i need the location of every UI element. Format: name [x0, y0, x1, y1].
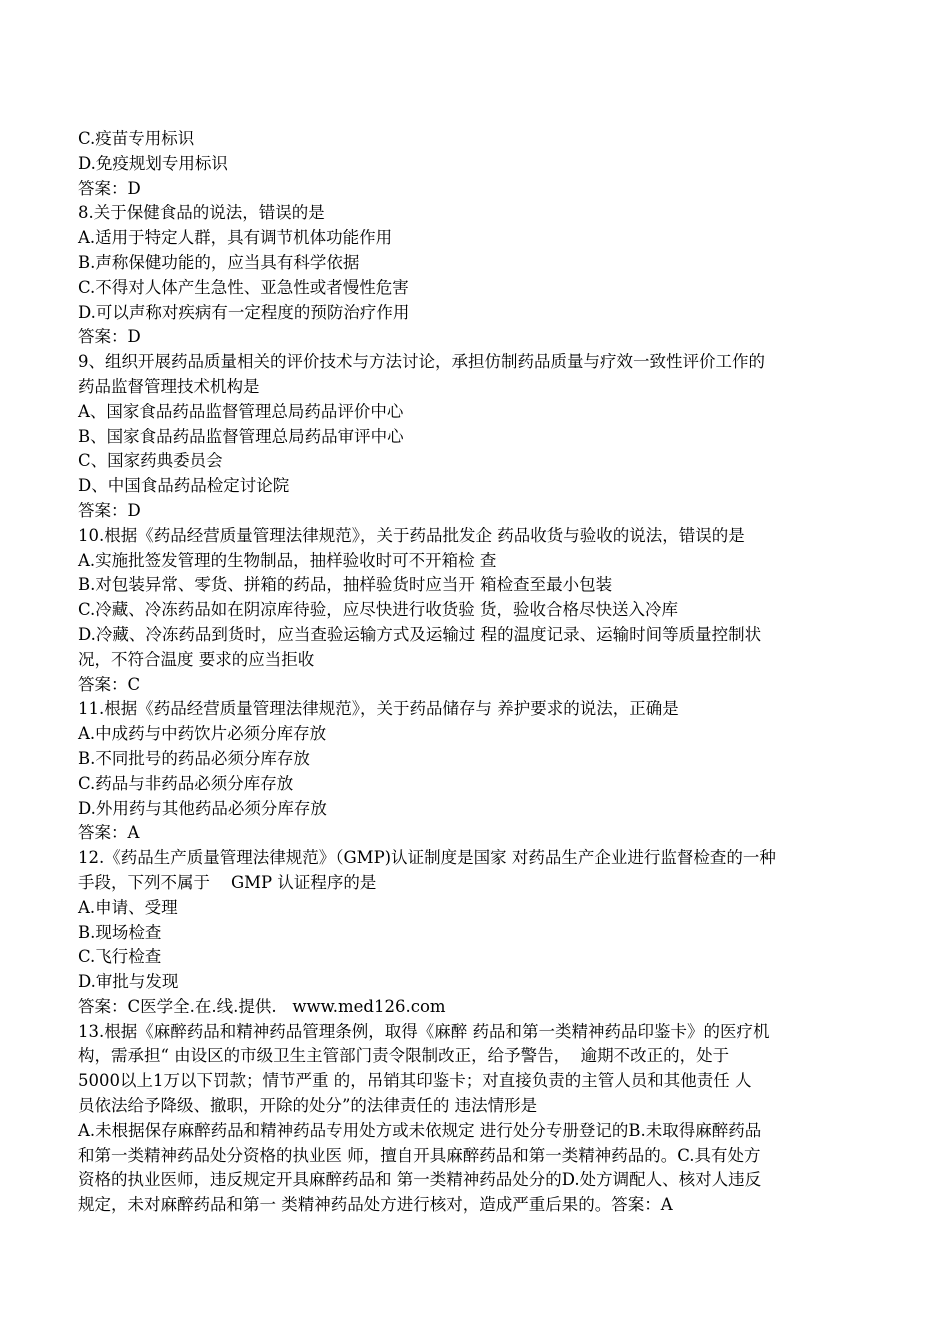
option-b-q9: B、国家食品药品监督管理总局药品审评中心: [78, 426, 404, 446]
answer-q9: 答案：D: [78, 500, 141, 520]
options-q13-line-4: 规定，未对麻醉药品和第一 类精神药品处方进行核对，造成严重后果的。答案：A: [78, 1195, 673, 1215]
document-page: [78, 127, 884, 1218]
question-12-line-1: 12.《药品生产质量管理法律规范》（GMP)认证制度是国家 对药品生产企业进行监督检查的一种: [78, 848, 776, 868]
option-d-q10-line-1: D.冷藏、冷冻药品到货时，应当查验运输方式及运输过 程的温度记录、运输时间等质量控制状: [78, 624, 762, 644]
answer-q7: 答案：D: [78, 178, 141, 198]
option-a-q11: A.中成药与中药饮片必须分库存放: [78, 724, 327, 744]
option-b-q12: B.现场检查: [78, 922, 162, 942]
question-8: 8.关于保健食品的说法，错误的是: [78, 203, 325, 223]
answer-q8: 答案：D: [78, 327, 141, 347]
answer-q10: 答案：C: [78, 674, 141, 694]
option-c-q10: C.冷藏、冷冻药品如在阴凉库待验，应尽快进行收货验 货，验收合格尽快送入冷库: [78, 600, 679, 620]
option-d-q7: D.免疫规划专用标识: [78, 153, 228, 173]
option-c-q8: C.不得对人体产生急性、亚急性或者慢性危害: [78, 277, 409, 297]
options-q13-line-2: 和第一类精神药品处分资格的执业医 师，擅自开具麻醉药品和第一类精神药品的。C.具有处方: [78, 1145, 761, 1165]
option-c-q11: C.药品与非药品必须分库存放: [78, 773, 294, 793]
question-9-line-1: 9、组织开展药品质量相关的评价技术与方法讨论，承担仿制药品质量与疗效一致性评价工作的: [78, 352, 765, 372]
answer-q12: 答案：C医学全.在.线.提供. www.med126.com: [78, 996, 446, 1016]
option-a-q10: A.实施批签发管理的生物制品，抽样验收时可不开箱检 查: [78, 550, 497, 570]
question-13-line-3: 5000以上1万以下罚款；情节严重 的，吊销其印鉴卡；对直接负责的主管人员和其他责任 人: [78, 1071, 752, 1091]
option-d-q11: D.外用药与其他药品必须分库存放: [78, 798, 327, 818]
option-c-q9: C、国家药典委员会: [78, 451, 223, 471]
option-d-q12: D.审批与发现: [78, 972, 179, 992]
question-13-line-2: 构，需承担“ 由设区的市级卫生主管部门责令限制改正，给予警告， 逾期不改正的，处于: [78, 1046, 730, 1066]
question-11: 11.根据《药品经营质量管理法律规范》，关于药品储存与 养护要求的说法，正确是: [78, 699, 679, 719]
options-q13-line-1: A.未根据保存麻醉药品和精神药品专用处方或未依规定 进行处分专册登记的B.未取得麻醉药品: [78, 1120, 762, 1140]
option-c-q7: C.疫苗专用标识: [78, 129, 195, 148]
option-b-q10: B.对包装异常、零货、拼箱的药品，抽样验货时应当开 箱检查至最小包装: [78, 575, 613, 595]
option-a-q9: A、国家食品药品监督管理总局药品评价中心: [78, 401, 404, 421]
option-a-q8: A.适用于特定人群，具有调节机体功能作用: [78, 228, 393, 248]
answer-q11: 答案：A: [78, 823, 140, 843]
option-d-q9: D、中国食品药品检定讨论院: [78, 476, 290, 496]
question-13-line-1: 13.根据《麻醉药品和精神药品管理条例，取得《麻醉 药品和第一类精神药品印鉴卡》的医疗机: [78, 1021, 770, 1041]
options-q13-line-3: 资格的执业医师，违反规定开具麻醉药品和 第一类精神药品处分的D.处方调配人、核对人违反: [78, 1170, 762, 1190]
question-9-line-2: 药品监督管理技术机构是: [78, 376, 260, 396]
question-12-line-2: 手段，下列不属于 GMP 认证程序的是: [78, 872, 377, 892]
option-d-q8: D.可以声称对疾病有一定程度的预防治疗作用: [78, 302, 410, 322]
option-a-q12: A.申请、受理: [78, 897, 178, 917]
option-b-q11: B.不同批号的药品必须分库存放: [78, 748, 310, 768]
option-d-q10-line-2: 况，不符合温度 要求的应当拒收: [78, 649, 315, 669]
option-c-q12: C.飞行检查: [78, 947, 162, 967]
option-b-q8: B.声称保健功能的，应当具有科学依据: [78, 252, 360, 272]
question-13-line-4: 员依法给予降级、撤职，开除的处分”的法律责任的 违法情形是: [78, 1096, 538, 1116]
question-10: 10.根据《药品经营质量管理法律规范》，关于药品批发企 药品收货与验收的说法，错误的是: [78, 525, 745, 545]
